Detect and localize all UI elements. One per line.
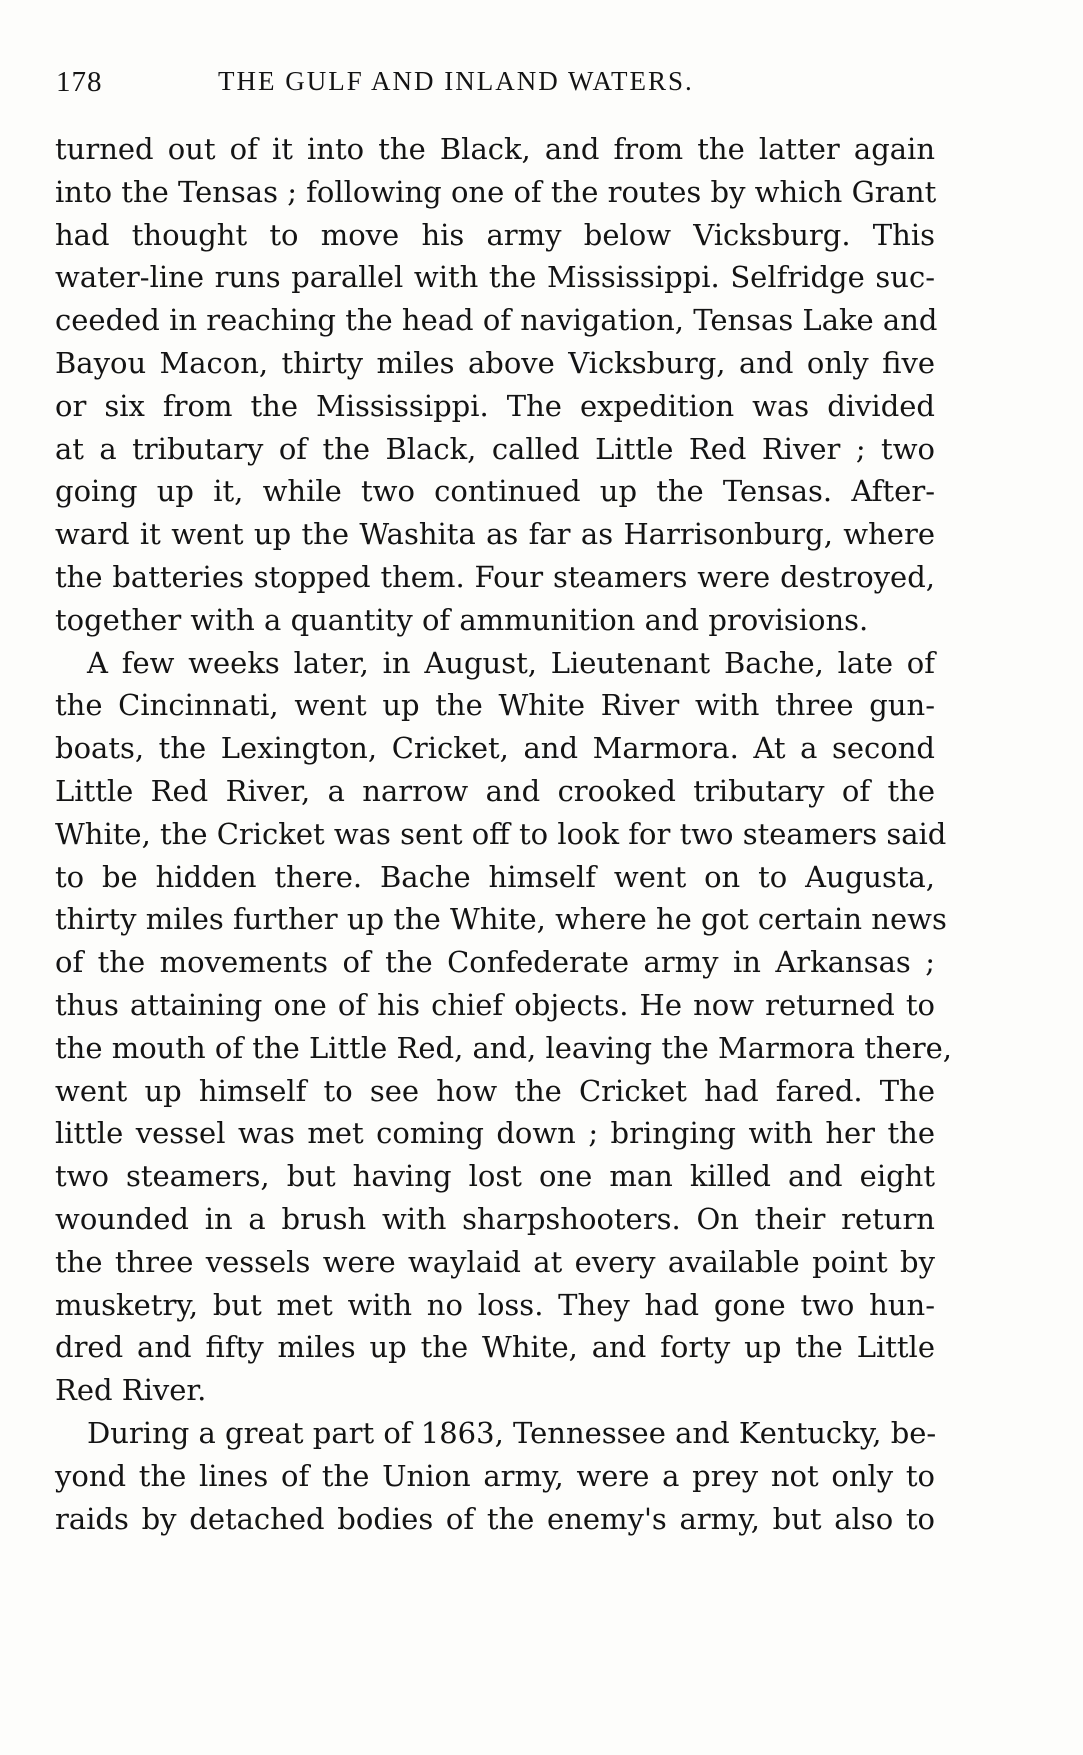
text-line: wounded in a brush with sharpshooters. On their return xyxy=(55,1201,935,1236)
text-line: the batteries stopped them. Four steamers were destroyed, xyxy=(55,559,935,594)
running-head: THE GULF AND INLAND WATERS. xyxy=(218,66,694,96)
text-line: the Cincinnati, went up the White River with three gun- xyxy=(55,688,935,723)
text-line: ceeded in reaching the head of navigation, Tensas Lake and xyxy=(55,303,938,338)
text-line: the mouth of the Little Red, and, leaving the Marmora there, xyxy=(55,1030,952,1065)
text-line: had thought to move his army below Vicksburg. This xyxy=(55,217,935,252)
text-line: at a tributary of the Black, called Little Red River ; two xyxy=(55,431,935,466)
text-line: the three vessels were waylaid at every available point by xyxy=(55,1244,935,1279)
page-header xyxy=(50,58,950,106)
text-line: musketry, but met with no loss. They had gone two hun- xyxy=(55,1287,935,1322)
text-line: or six from the Mississippi. The expedition was divided xyxy=(55,388,935,423)
text-line: of the movements of the Confederate army in Arkansas ; xyxy=(55,945,935,980)
text-line: raids by detached bodies of the enemy's army, but also to xyxy=(55,1501,935,1536)
text-line: thus attaining one of his chief objects. He now returned to xyxy=(55,987,935,1022)
text-line: A few weeks later, in August, Lieutenant Bache, late of xyxy=(87,645,935,680)
text-line: water-line runs parallel with the Mississippi. Selfridge suc- xyxy=(55,260,935,295)
text-line: two steamers, but having lost one man killed and eight xyxy=(55,1159,935,1194)
text-line: little vessel was met coming down ; bringing with her the xyxy=(55,1116,935,1151)
text-line: Red River. xyxy=(55,1373,207,1408)
text-line: ward it went up the Washita as far as Harrisonburg, where xyxy=(55,517,935,552)
body-text xyxy=(55,128,952,1540)
text-line: Little Red River, a narrow and crooked tributary of the xyxy=(55,773,935,808)
text-line: into the Tensas ; following one of the routes by which Grant xyxy=(55,174,937,209)
text-line: went up himself to see how the Cricket had fared. The xyxy=(55,1073,935,1108)
text-line: dred and fifty miles up the White, and forty up the Little xyxy=(55,1330,935,1365)
text-line: going up it, while two continued up the Tensas. After- xyxy=(55,474,935,509)
text-line: thirty miles further up the White, where he got certain news xyxy=(55,902,947,937)
text-line: boats, the Lexington, Cricket, and Marmora. At a second xyxy=(55,731,935,766)
text-line: yond the lines of the Union army, were a prey not only to xyxy=(55,1458,935,1493)
text-line: together with a quantity of ammunition and provisions. xyxy=(55,602,869,637)
text-line: Bayou Macon, thirty miles above Vicksburg, and only five xyxy=(55,345,935,380)
text-line: White, the Cricket was sent off to look for two steamers said xyxy=(55,816,947,851)
text-line: to be hidden there. Bache himself went on to Augusta, xyxy=(55,859,935,894)
text-line: turned out of it into the Black, and from the latter again xyxy=(55,132,935,166)
page-number: 178 xyxy=(56,66,103,98)
text-line: During a great part of 1863, Tennessee and Kentucky, be- xyxy=(87,1415,937,1450)
